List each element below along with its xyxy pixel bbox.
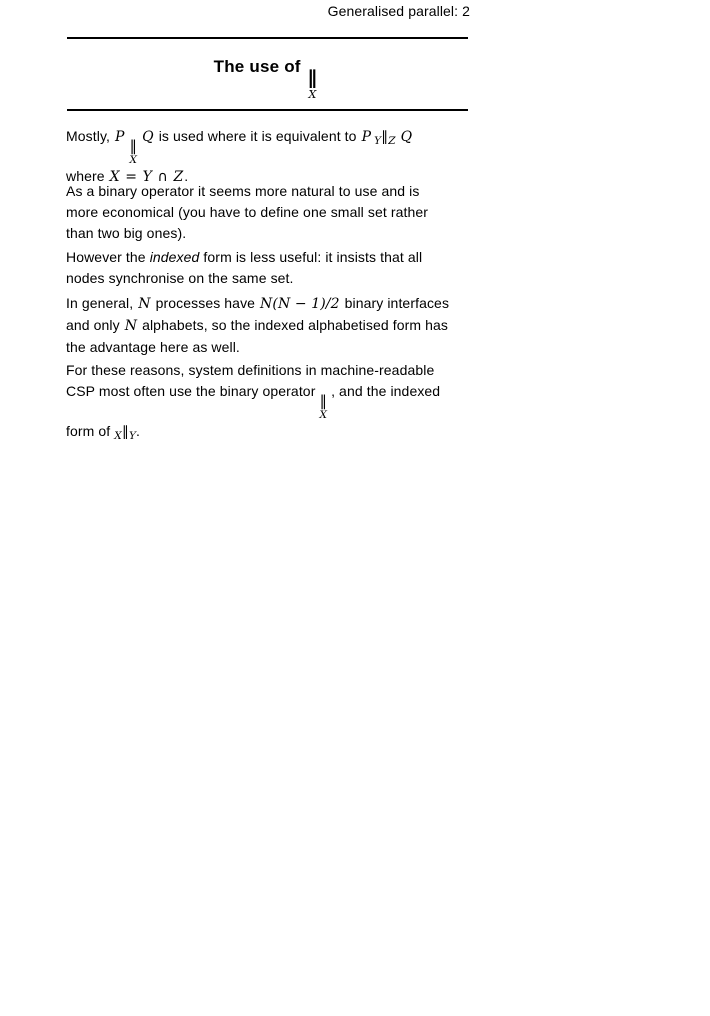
p5-text-3: form of [66,422,115,439]
p1-line-1 [66,126,491,166]
parallel-bars: ∥ [307,67,318,89]
parallel-bars: ∥ [319,392,328,410]
parallel-operator-subscript: X [308,88,317,101]
paragraph-binary-operator [66,181,491,244]
parallel-bars: ∥ [129,137,138,155]
math-X: X [109,168,120,185]
paragraph-in-general [66,293,491,358]
math-Q: Q [142,129,154,145]
inline-parallel-operator [319,394,327,421]
math-N: N [124,318,138,334]
p5-line-2 [66,381,491,421]
p4-line-1 [66,293,491,315]
title-rule-top [67,37,468,39]
math-N: N [138,296,151,312]
p1-text-1: Mostly, [66,128,114,144]
p5-period: . [136,422,140,439]
p4-line-2 [66,315,491,337]
title-parallel-operator [308,69,318,100]
p1-period: . [184,167,189,184]
p2-line-1: As a binary operator it seems more natural to use and is [66,183,420,199]
math-expression-interfaces: N(N − 1)/2 [260,296,340,312]
alphabetised-presubscript: X [114,429,122,442]
p5-line-1: For these reasons, system definitions in machine-readable [66,362,435,378]
alphabetised-presubscript: Y [374,135,382,147]
math-Q: Q [400,129,413,145]
alphabetised-postsubscript: Z [388,135,396,147]
inline-parallel-operator [130,139,138,166]
emphasis-indexed: indexed [149,249,200,265]
p3-text-2: form is less useful: it insists that all [199,249,423,265]
p4-text-2: processes have [151,295,260,311]
equals-sign: = [120,168,142,185]
p3-line-2: nodes synchronise on the same set. [66,270,294,286]
p3-text-1: However the [66,249,150,265]
p1-text-2: is used where it is equivalent to [154,128,361,144]
p5-text-1: CSP most often use the binary operator [66,383,316,399]
p2-line-3: than two big ones). [66,225,187,241]
slide-title-text: The use of [213,57,301,76]
math-P: P [361,129,372,145]
p4-line-3: the advantage here as well. [66,339,240,355]
p3-line-1 [66,247,491,268]
slide-title [67,57,468,100]
parallel-bars: ∥ [121,423,129,440]
header-page-label: Generalised parallel: 2 [327,3,470,19]
p5-text-2: , and the indexed [331,383,441,399]
intersection-symbol: ∩ [152,168,173,185]
p1-text-3: where [66,167,109,184]
p4-text-4: and only [66,317,124,333]
paragraph-for-these-reasons [66,360,491,443]
paragraph-indexed-form [66,247,491,289]
math-P: P [115,129,125,145]
alphabetised-postsubscript: Y [128,429,136,442]
p4-text-3: binary interfaces [340,295,450,311]
title-rule-bottom [67,109,468,111]
p4-text-1: In general, [66,295,138,311]
math-Z: Z [173,168,184,185]
p2-line-2: more economical (you have to define one small set rather [66,204,429,220]
paragraph-mostly [66,126,491,188]
parallel-bars: ∥ [381,129,389,145]
p5-line-3 [66,421,491,443]
math-Y: Y [142,168,152,185]
parallel-operator-subscript: X [129,154,138,166]
parallel-operator-subscript: X [319,409,328,421]
p4-text-5: alphabets, so the indexed alphabetised form has [138,317,448,333]
